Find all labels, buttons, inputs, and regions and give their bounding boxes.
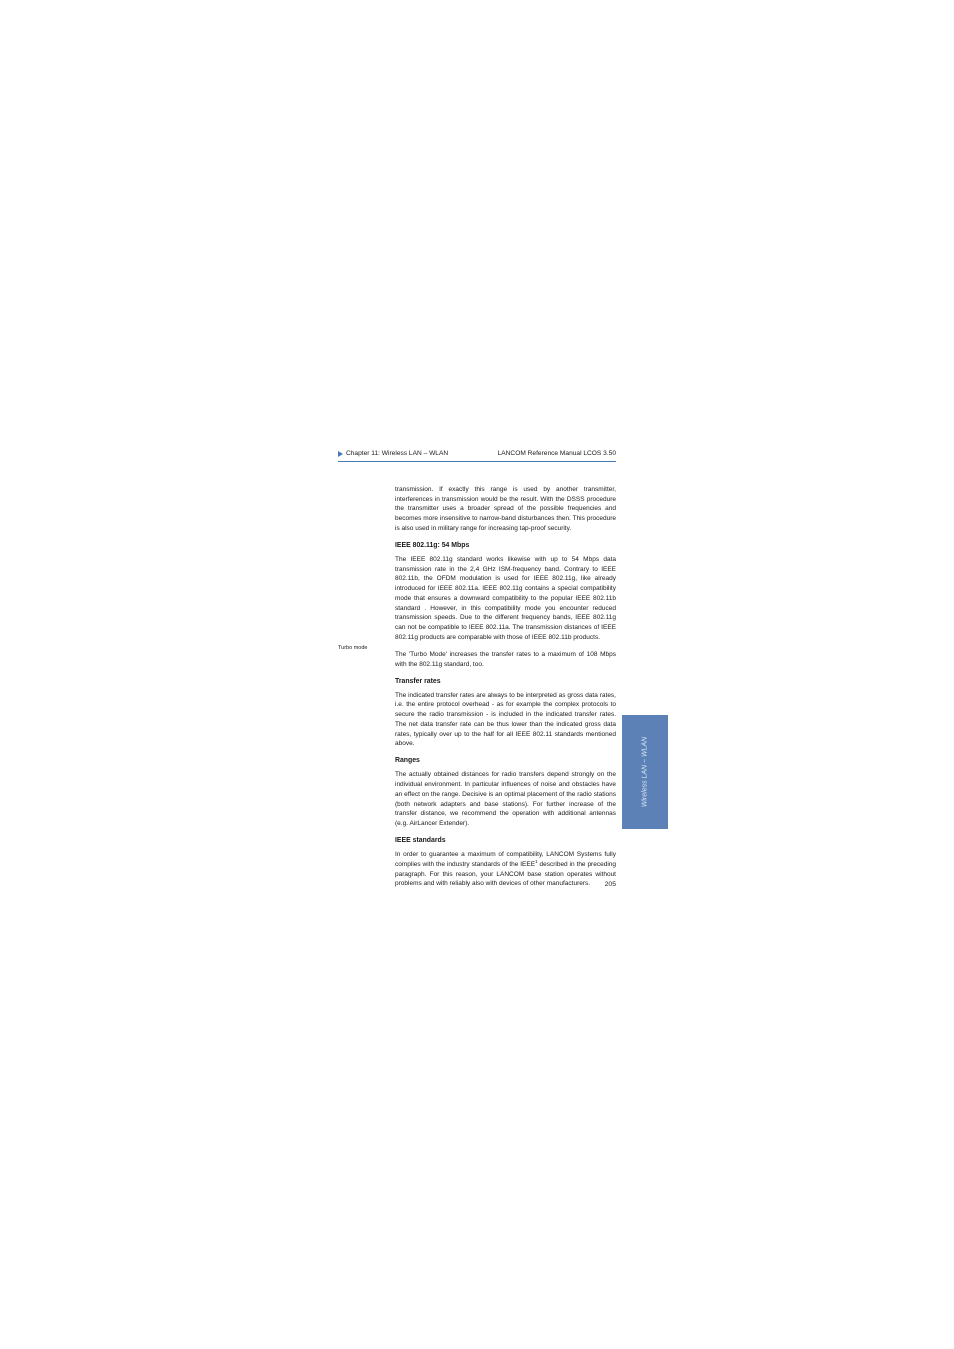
heading-ranges: Ranges	[395, 757, 420, 765]
page-number: 205	[604, 881, 616, 888]
triangle-arrow-icon	[338, 451, 343, 457]
paragraph-ieee-80211g: The IEEE 802.11g standard works likewise with up to 54 Mbps data transmission rate in the 2,4 GHz ISM-frequency band. Contrary to IEEE 802.11b, the OFDM modulation is used for IEEE 802.11g, like already introduced for IEEE 802.11a. IEEE 802.11g contains a special compatibility mode that ensures a downward compatibility to the popular IEEE 802.11b standard . However, in this compatibility mode you encounter reduced transmission speeds. Due to the different frequency bands, IEEE 802.11g can not be compatible to IEEE 802.11a. The transmission distances of IEEE 802.11g products are comparable with those of IEEE 802.11b products.	[395, 556, 616, 641]
paragraph-ieee-standards-part2: described in the preceding paragraph. For this reason, your LANCOM base station operates without problems and with reliably also with devices of other manufacturers.	[395, 860, 616, 888]
footnote-marker[interactable]: 1	[535, 858, 538, 864]
heading-transfer-rates: Transfer rates	[395, 677, 441, 685]
side-tab-label: Wireless LAN – WLAN	[641, 736, 649, 808]
running-header	[338, 449, 616, 462]
paragraph-turbo-mode: The 'Turbo Mode' increases the transfer rates to a maximum of 108 Mbps with the 802.11g standard, too.	[395, 650, 616, 668]
manual-title: LANCOM Reference Manual LCOS 3.50	[497, 450, 616, 457]
intro-paragraph: transmission. If exactly this range is used by another transmitter, interferences in transmission would be the result. With the DSSS procedure the transmitter uses a broader spread of the possible frequencies and becomes more insensitive to narrow-band disturbances then. This procedure is also used in military range for increasing tap-proof security.	[395, 486, 616, 532]
heading-ieee-80211g: IEEE 802.11g: 54 Mbps	[395, 542, 470, 550]
paragraph-ieee-standards-part1: In order to guarantee a maximum of compatibility, LANCOM Systems fully complies with the industry standards of the IEEE	[395, 851, 616, 868]
paragraph-ieee-standards	[395, 850, 616, 889]
paragraph-transfer-rates: The indicated transfer rates are always to be interpreted as gross data rates, i.e. the entire protocol overhead - as for example the complex protocols to secure the radio transmission - is included in the indicated transfer rates. The net data transfer rate can be thus lower than the indicated gross data rates, typically over up to the half for all IEEE 802.11 standards mentioned above.	[395, 691, 616, 748]
heading-ieee-standards: IEEE standards	[395, 837, 446, 845]
body-column	[395, 485, 616, 897]
paragraph-ranges: The actually obtained distances for radio transfers depend strongly on the individual environment. In particular influences of noise and obstacles have an effect on the range. Decisive is an optimal placement of the radio stations (both network adapters and base stations). For further increase of the transfer distance, we recommend the operation with additional antennas (e.g. AirLancer Extender).	[395, 771, 616, 827]
chapter-title: Chapter 11: Wireless LAN – WLAN	[346, 450, 449, 457]
margin-note-turbo-mode: Turbo mode	[338, 645, 368, 651]
chapter-side-tab	[622, 715, 668, 829]
